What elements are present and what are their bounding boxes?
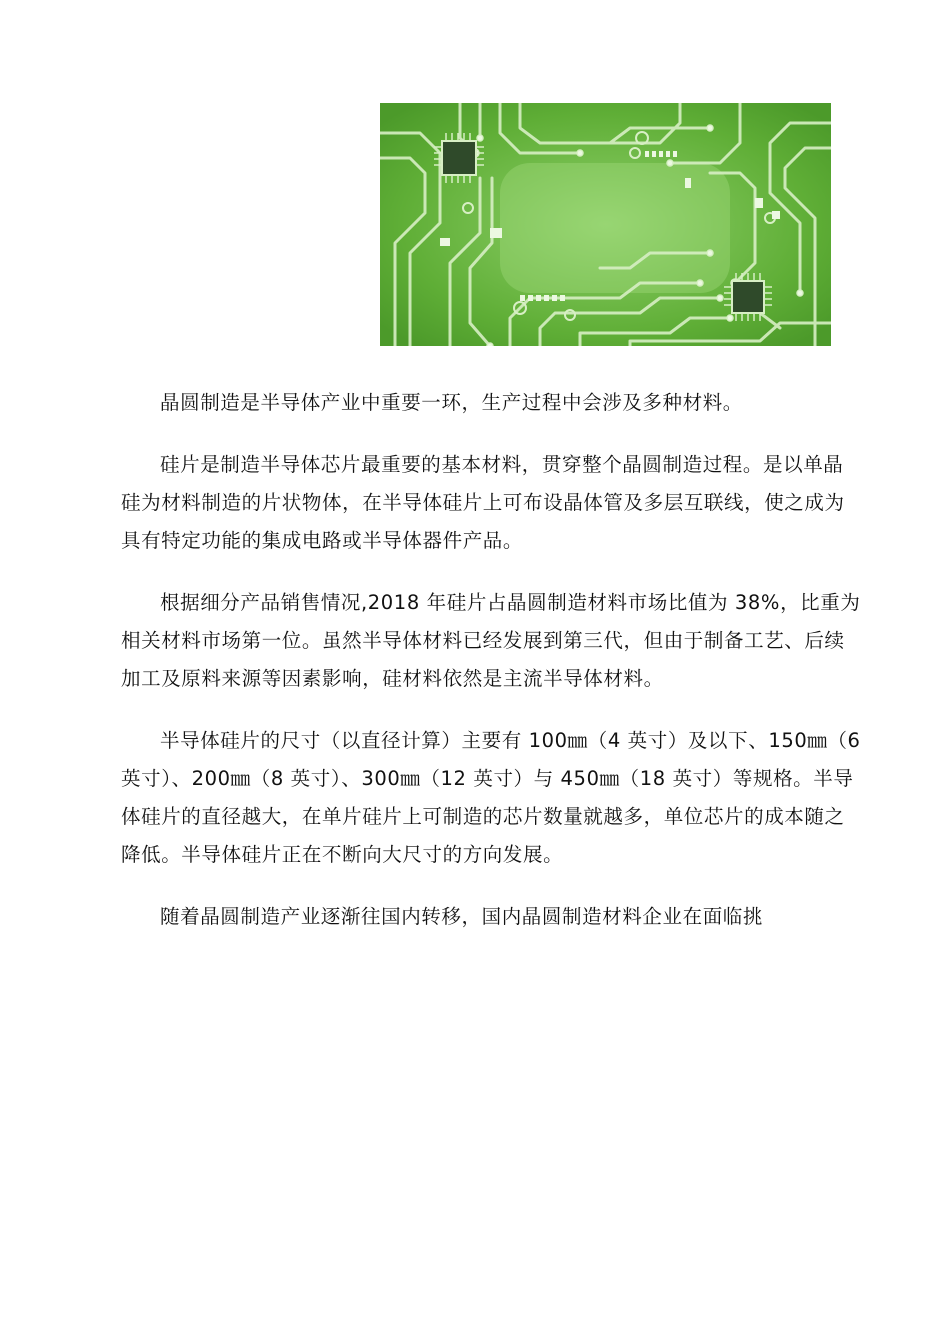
paragraph-3: 根据细分产品销售情况,2018 年硅片占晶圆制造材料市场比值为 38%，比重为相关材料市场第一位。虽然半导体材料已经发展到第三代，但由于制备工艺、后续加工及原料来源等因素影响，硅材料依然是主流半导体材料。 [121, 591, 861, 690]
circuit-board-icon [380, 103, 831, 346]
paragraph-1: 晶圆制造是半导体产业中重要一环，生产过程中会涉及多种材料。 [160, 391, 743, 414]
paragraph-2: 硅片是制造半导体芯片最重要的基本材料，贯穿整个晶圆制造过程。是以单晶硅为材料制造的片状物体，在半导体硅片上可布设晶体管及多层互联线，使之成为具有特定功能的集成电路或半导体器件产品。 [121, 453, 845, 552]
paragraph-5: 随着晶圆制造产业逐渐往国内转移，国内晶圆制造材料企业在面临挑 [160, 905, 764, 928]
article-body [121, 384, 861, 960]
circuit-board-image [380, 103, 831, 346]
paragraph-4: 半导体硅片的尺寸（以直径计算）主要有 100㎜（4 英寸）及以下、150㎜（6 英寸）、200㎜（8 英寸）、300㎜（12 英寸）与 450㎜（18 英寸）等规格。半导体硅片的直径越大，在单片硅片上可制造的芯片数量就越多，单位芯片的成本随之降低。半导体硅片正在不断向大尺寸的方向发展。 [121, 729, 861, 866]
